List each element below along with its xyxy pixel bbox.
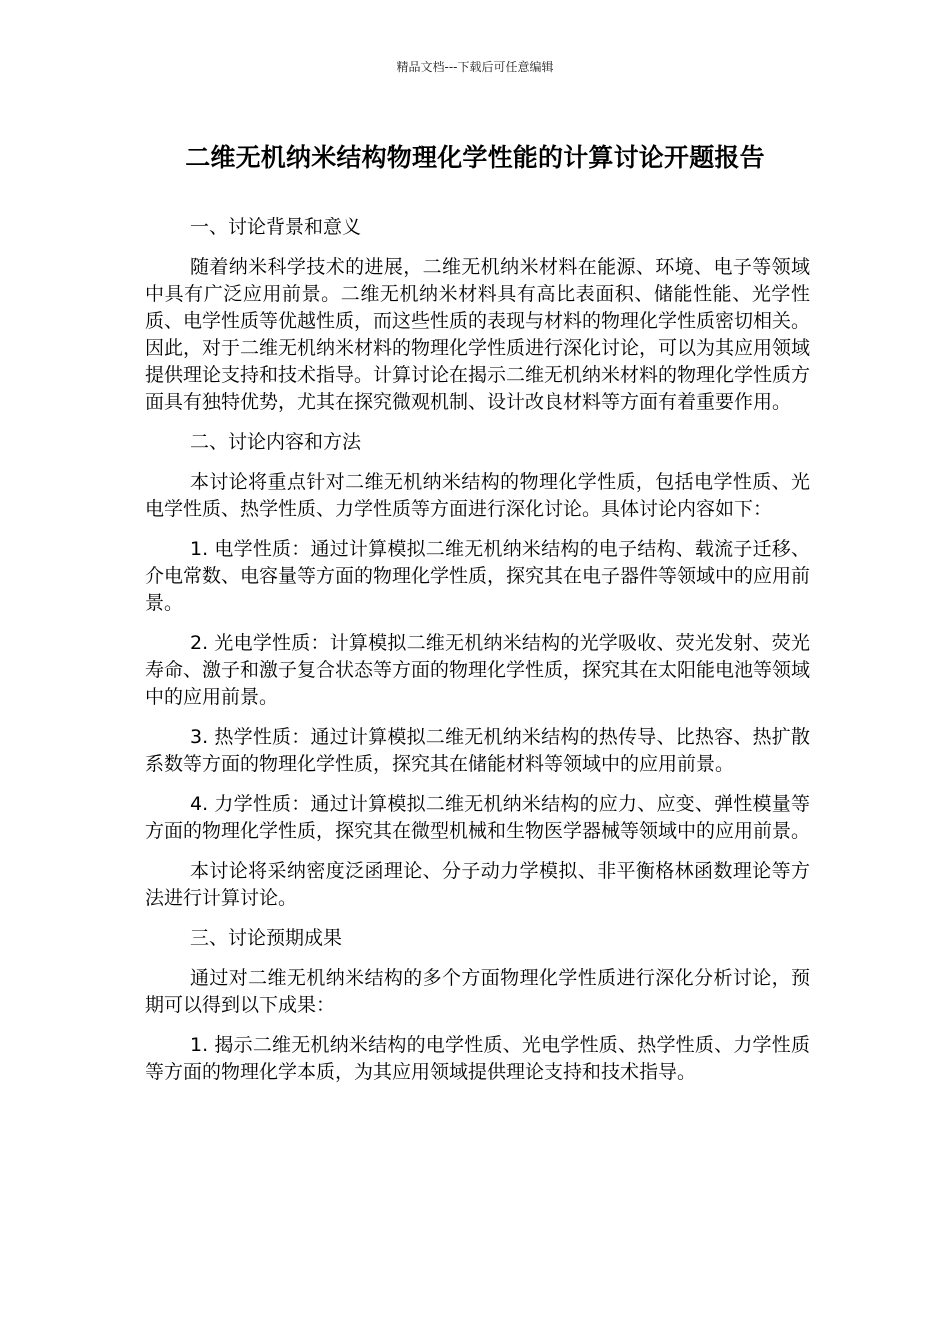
list-item-result-1: 1. 揭示二维无机纳米结构的电学性质、光电学性质、热学性质、力学性质等方面的物理化学本质，为其应用领域提供理论支持和技术指导。 [145, 1034, 810, 1083]
list-item-thermal: 3. 热学性质：通过计算模拟二维无机纳米结构的热传导、比热容、热扩散系数等方面的物理化学性质，探究其在储能材料等领域中的应用前景。 [145, 726, 810, 775]
section-heading-background: 一、讨论背景和意义 [190, 216, 362, 238]
document-body [145, 214, 810, 1099]
paragraph-background: 随着纳米科学技术的进展，二维无机纳米材料在能源、环境、电子等领域中具有广泛应用前景。二维无机纳米材料具有高比表面积、储能性能、光学性质、电学性质等优越性质，而这些性质的表现与材料的物理化学性质密切相关。因此，对于二维无机纳米材料的物理化学性质进行深化讨论，可以为其应用领域提供理论支持和技术指导。计算讨论在揭示二维无机纳米材料的物理化学性质方面具有独特优势，尤其在探究微观机制、设计改良材料等方面有着重要作用。 [145, 256, 811, 413]
paragraph-content-intro: 本讨论将重点针对二维无机纳米结构的物理化学性质，包括电学性质、光电学性质、热学性质、力学性质等方面进行深化讨论。具体讨论内容如下： [145, 471, 810, 520]
document-title: 二维无机纳米结构物理化学性能的计算讨论开题报告 [185, 143, 765, 172]
list-item-electrical: 1. 电学性质：通过计算模拟二维无机纳米结构的电子结构、载流子迁移、介电常数、电容量等方面的物理化学性质，探究其在电子器件等领域中的应用前景。 [145, 538, 811, 614]
section-heading-expected-results: 三、讨论预期成果 [190, 927, 343, 949]
header-note: 精品文档---下载后可任意编辑 [396, 60, 554, 74]
paragraph-methods: 本讨论将采纳密度泛函理论、分子动力学模拟、非平衡格林函数理论等方法进行计算讨论。 [145, 860, 810, 909]
section-heading-content-methods: 二、讨论内容和方法 [190, 431, 362, 453]
list-item-mechanical: 4. 力学性质：通过计算模拟二维无机纳米结构的应力、应变、弹性模量等方面的物理化学性质，探究其在微型机械和生物医学器械等领域中的应用前景。 [145, 793, 811, 842]
paragraph-results-intro: 通过对二维无机纳米结构的多个方面物理化学性质进行深化分析讨论，预期可以得到以下成果： [145, 967, 810, 1016]
list-item-optoelectronic: 2. 光电学性质：计算模拟二维无机纳米结构的光学吸收、荧光发射、荧光寿命、激子和激子复合状态等方面的物理化学性质，探究其在太阳能电池等领域中的应用前景。 [145, 632, 811, 708]
